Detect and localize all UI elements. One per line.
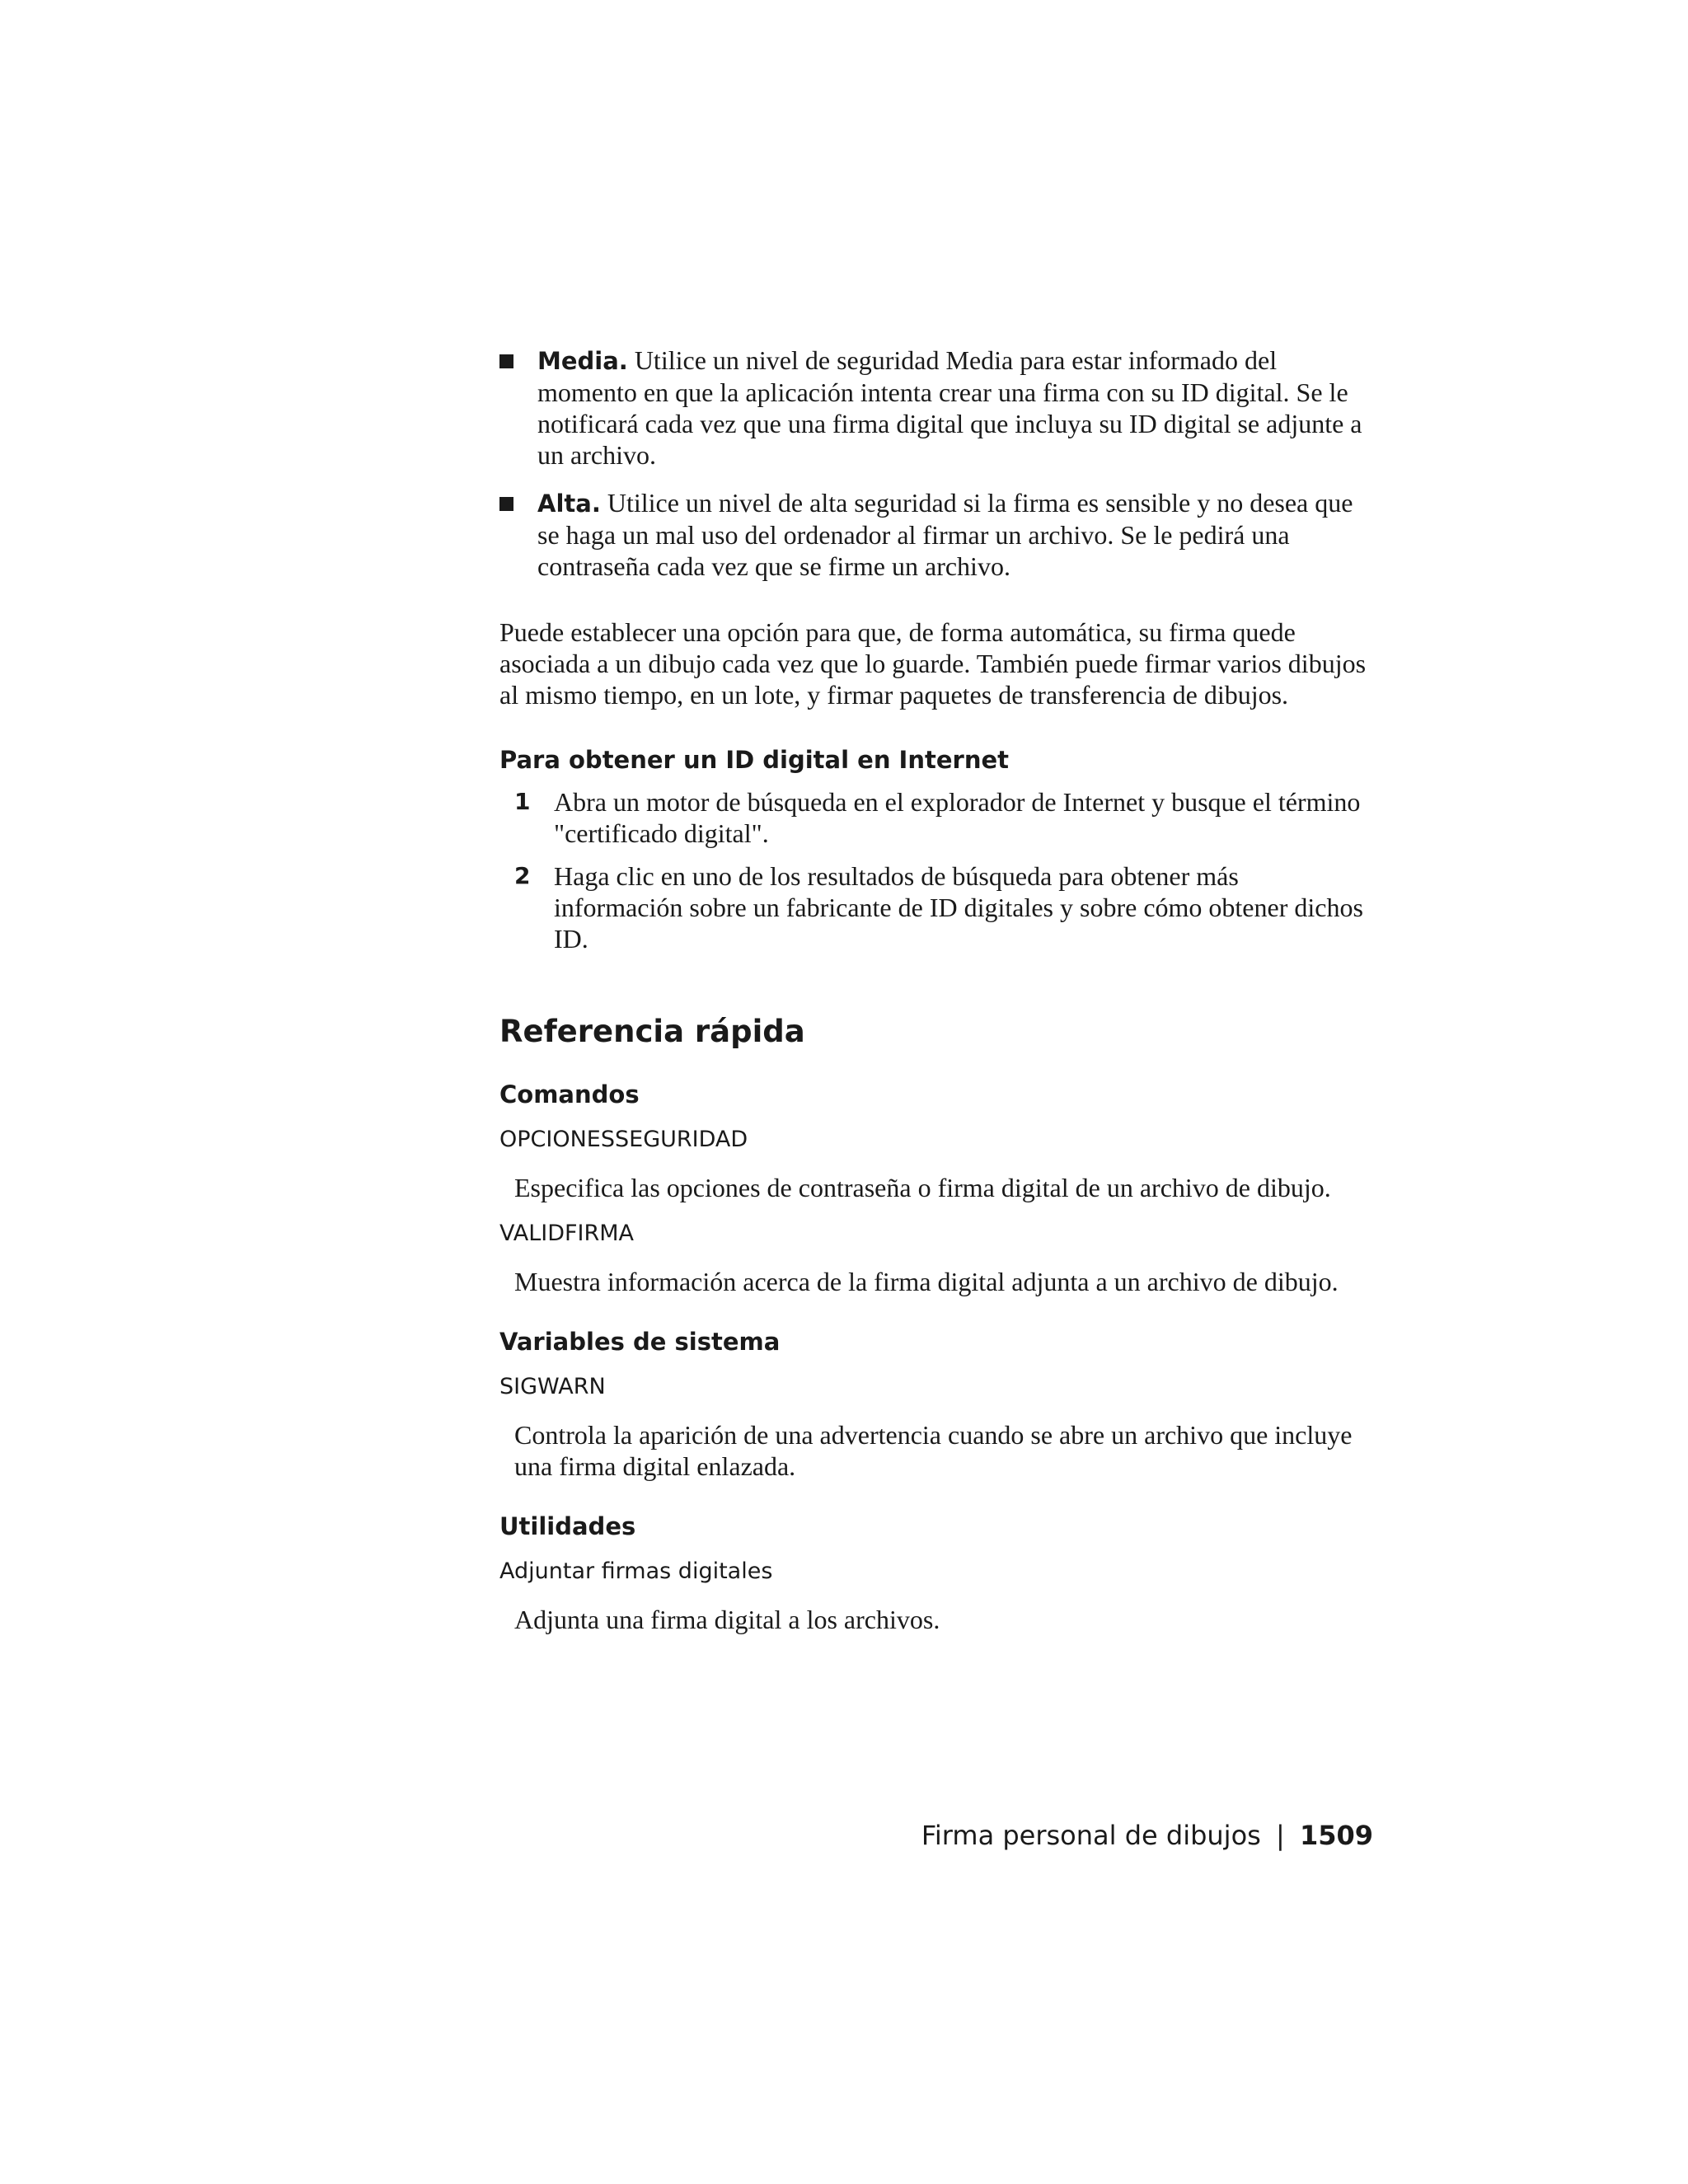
page-number: 1509 <box>1299 1820 1373 1851</box>
system-variables-title: Variables de sistema <box>499 1328 781 1356</box>
bullet-square-icon <box>499 497 513 511</box>
footer-separator: | <box>1275 1820 1285 1851</box>
bullet-square-icon <box>499 354 513 368</box>
command-description: Muestra información acerca de la firma digital adjunta a un archivo de dibujo. <box>514 1267 1339 1296</box>
command-term: VALIDFIRMA <box>499 1221 635 1246</box>
step-number: 1 <box>514 788 531 815</box>
intro-paragraph: Puede establecer una opción para que, de forma automática, su firma quede asociada a un dibujo cada vez que lo guarde. También puede firmar varios dibujos al mismo tiempo, en un lote, y firmar paquetes de transferencia de dibujos. <box>499 617 1367 710</box>
step-text: Haga clic en uno de los resultados de búsqueda para obtener más información sobre un fabricante de ID digitales y sobre cómo obtener dichos ID. <box>554 861 1363 954</box>
step-number: 2 <box>514 862 531 889</box>
footer-chapter-title: Firma personal de dibujos <box>921 1820 1261 1851</box>
bullet-text: Utilice un nivel de seguridad Media para estar informado del momento en que la aplicación intenta crear una firma con su ID digital. Se le notificará cada vez que una firma digital que incluya su ID digital se adjunte a un archivo. <box>537 345 1362 470</box>
bullet-item-media <box>499 344 1373 471</box>
page-content <box>499 344 1373 1635</box>
commands-title: Comandos <box>499 1080 640 1108</box>
command-term: OPCIONESSEGURIDAD <box>499 1127 748 1152</box>
procedure-step <box>499 786 1373 849</box>
bullet-text: Utilice un nivel de alta seguridad si la firma es sensible y no desea que se haga un mal uso del ordenador al firmar un archivo. Se le pedirá una contraseña cada vez que se firme un archivo. <box>537 488 1353 581</box>
bullet-item-alta <box>499 487 1373 582</box>
step-text: Abra un motor de búsqueda en el explorador de Internet y busque el término "certificado digital". <box>554 787 1361 848</box>
procedure-step <box>499 860 1373 954</box>
page-footer <box>921 1820 1373 1851</box>
command-description: Especifica las opciones de contraseña o firma digital de un archivo de dibujo. <box>514 1173 1331 1202</box>
utility-term: Adjuntar firmas digitales <box>499 1558 773 1584</box>
quick-reference-title: Referencia rápida <box>499 1014 805 1049</box>
system-variable-term: SIGWARN <box>499 1374 606 1399</box>
bullet-lead: Alta. <box>537 490 601 518</box>
procedure-title: Para obtener un ID digital en Internet <box>499 746 1010 774</box>
system-variable-description: Controla la aparición de una advertencia cuando se abre un archivo que incluye una firma digital enlazada. <box>514 1420 1353 1481</box>
utilities-title: Utilidades <box>499 1512 636 1540</box>
utility-description: Adjunta una firma digital a los archivos. <box>514 1605 940 1634</box>
bullet-lead: Media. <box>537 347 628 375</box>
